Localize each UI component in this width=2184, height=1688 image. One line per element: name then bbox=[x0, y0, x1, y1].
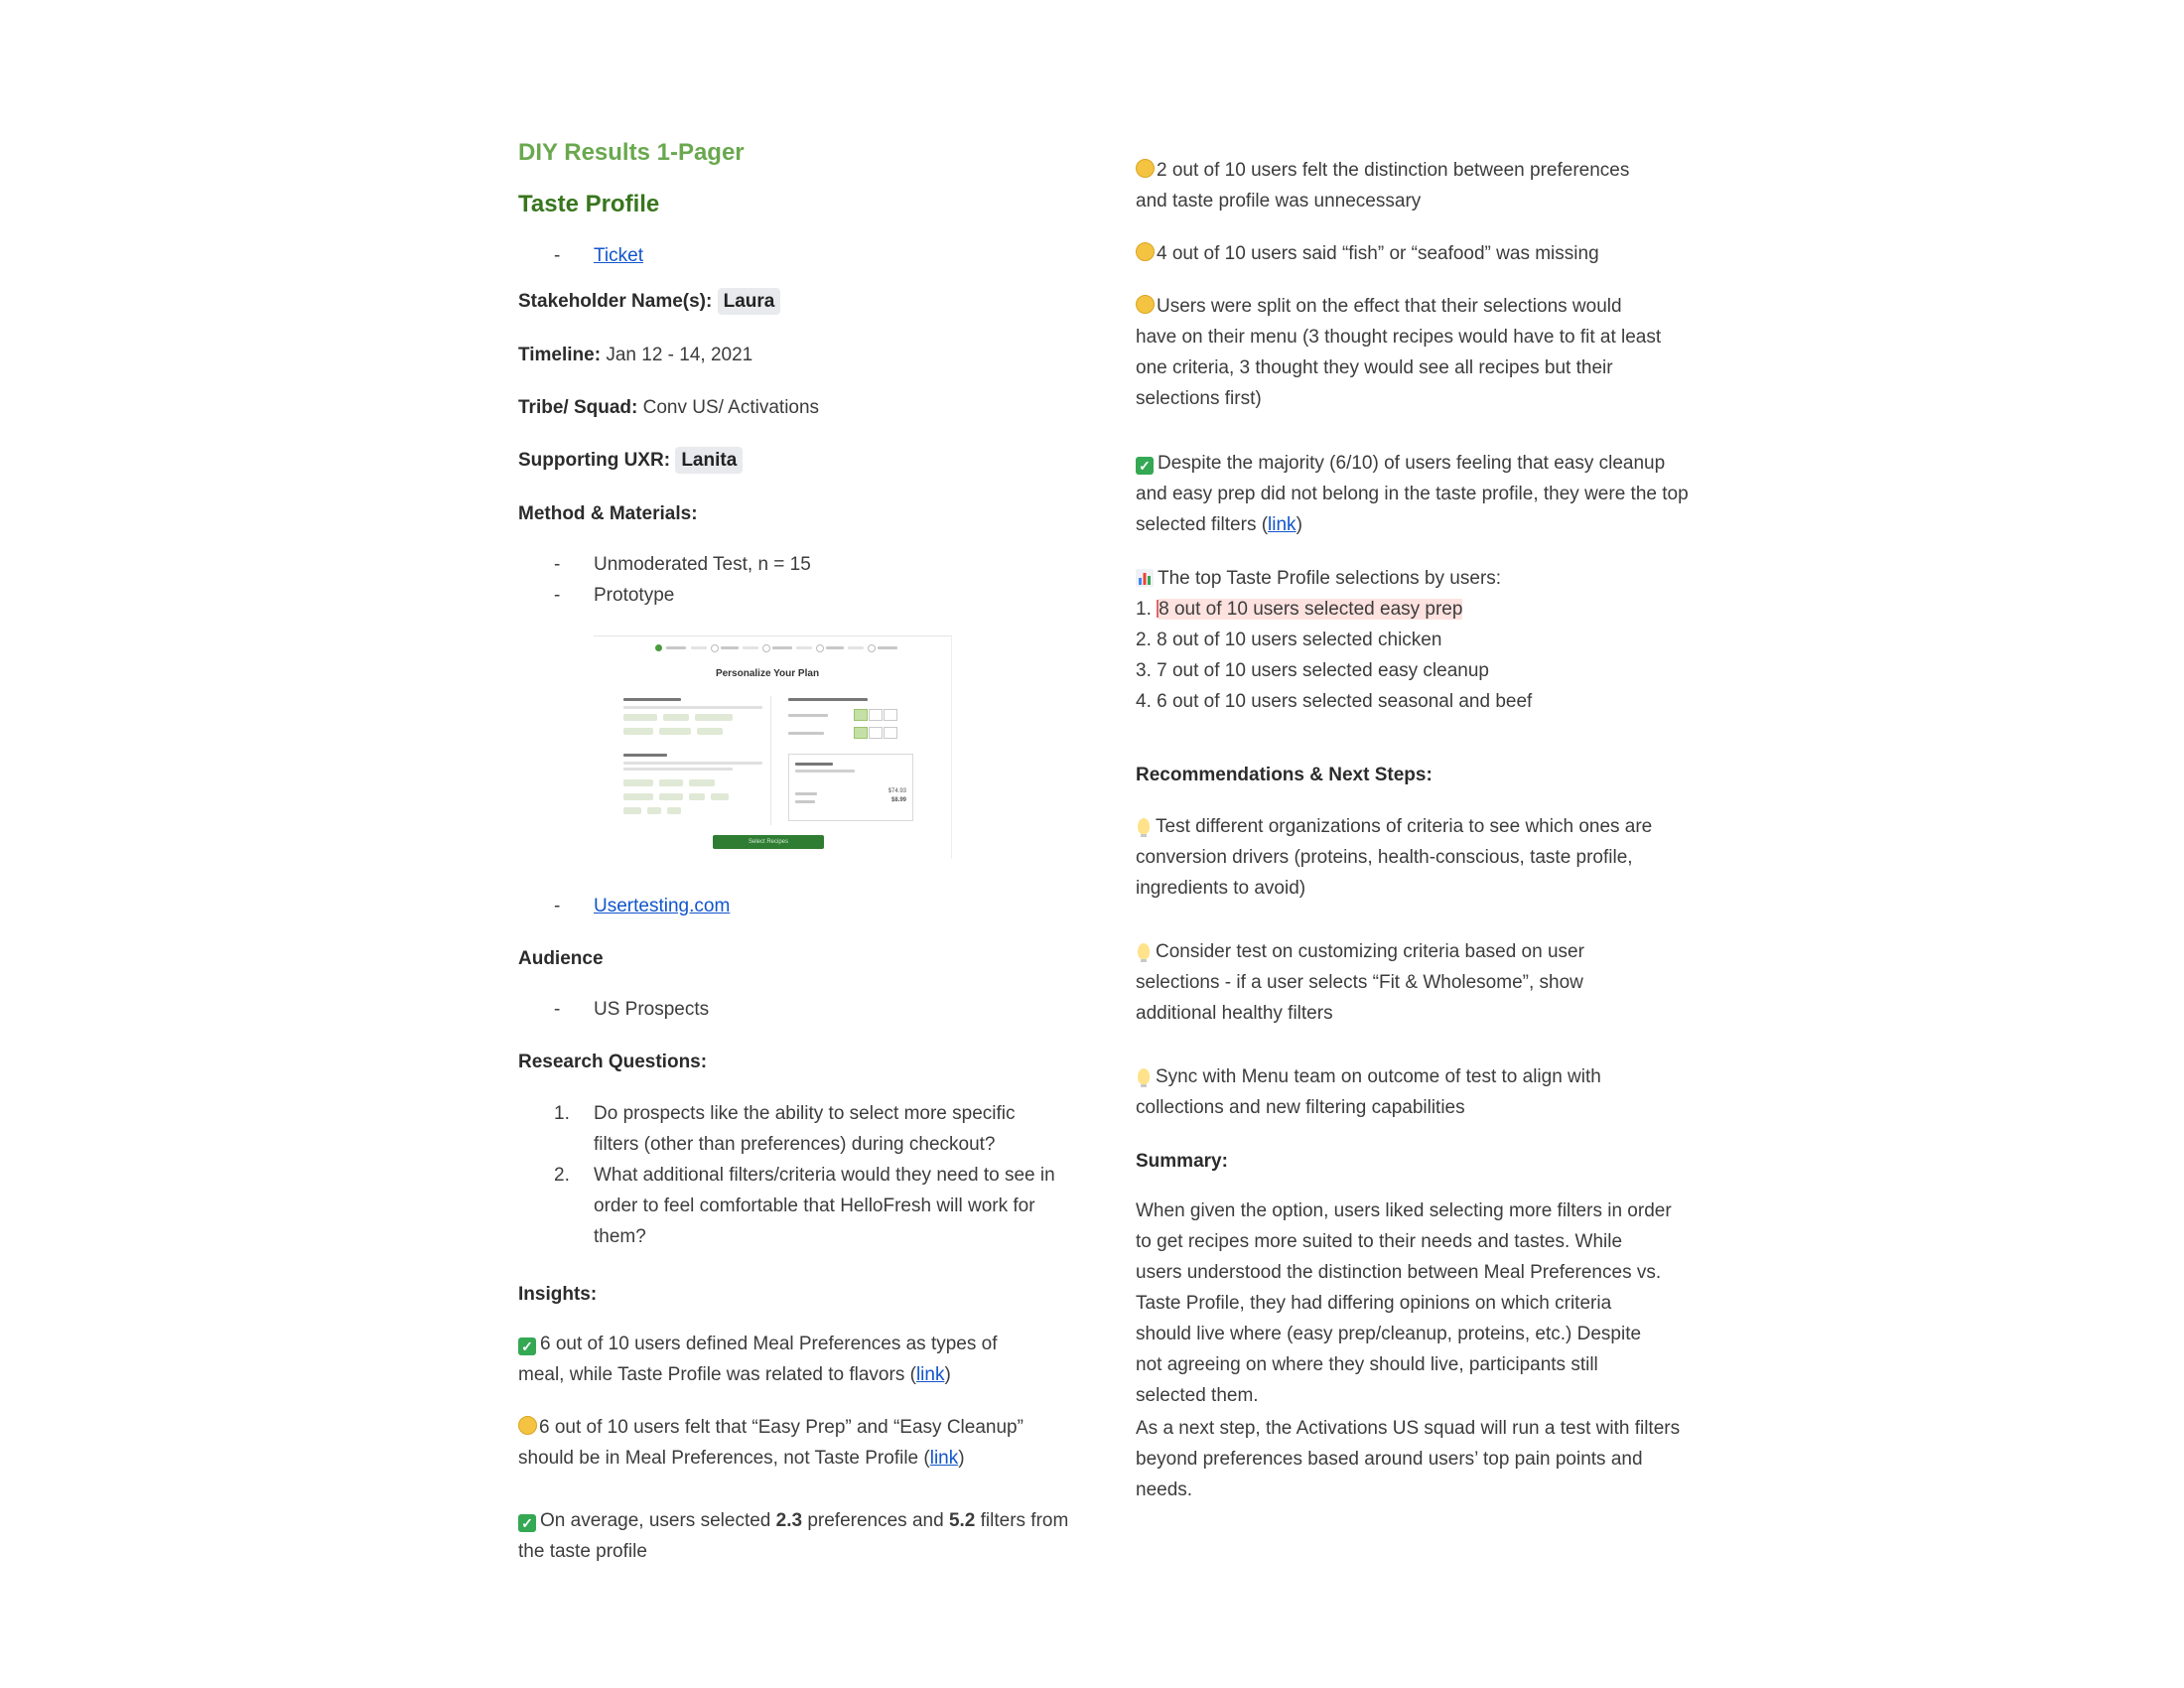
method-text: Unmoderated Test, n = 15 bbox=[594, 554, 811, 575]
research-question bbox=[518, 1160, 1074, 1252]
insight-item bbox=[518, 1505, 1074, 1567]
tribe-value: Conv US/ Activations bbox=[642, 397, 820, 418]
timeline-label: Timeline: bbox=[518, 345, 602, 365]
top-selections-heading-row bbox=[1136, 563, 1501, 594]
tribe-row bbox=[518, 392, 819, 423]
uxr-chip[interactable]: Lanita bbox=[675, 447, 743, 474]
research-question bbox=[518, 1098, 1074, 1160]
top-selection-number: 3. bbox=[1136, 660, 1152, 681]
insight-text-end: ) bbox=[958, 1448, 965, 1469]
insight-text: On average, users selected bbox=[540, 1510, 776, 1531]
question-text: What additional filters/criteria would they need to see in order to feel comfortable that HelloFresh will work for them? bbox=[594, 1165, 1055, 1247]
insight-item bbox=[1136, 238, 1599, 269]
list-dash: - bbox=[554, 585, 561, 606]
insight-item bbox=[1136, 291, 1662, 414]
insight-item bbox=[1136, 155, 1662, 216]
insight-item bbox=[518, 1412, 1044, 1474]
list-dash: - bbox=[554, 999, 561, 1020]
question-text: Do prospects like the ability to select more specific filters (other than preferences) during checkout? bbox=[594, 1103, 1016, 1155]
top-selection-text: 8 out of 10 users selected chicken bbox=[1157, 630, 1442, 650]
recommendation-text: Sync with Menu team on outcome of test to align with collections and new filtering capabilities bbox=[1136, 1066, 1601, 1118]
light-bulb-icon bbox=[1138, 818, 1150, 834]
uxr-row bbox=[518, 445, 743, 476]
uxr-label: Supporting UXR: bbox=[518, 450, 671, 471]
insight-text-end: ) bbox=[1296, 514, 1302, 535]
ticket-list-item bbox=[518, 240, 1074, 271]
question-number: 1. bbox=[554, 1103, 570, 1124]
ticket-link[interactable]: Ticket bbox=[594, 245, 643, 266]
tribe-label: Tribe/ Squad: bbox=[518, 397, 638, 418]
insight-text: Users were split on the effect that their selections would have on their menu (3 thought recipes would have to fit at least one criteria, 3 thought they would see all recipes but their selections first) bbox=[1136, 296, 1662, 409]
audience-item bbox=[518, 994, 1074, 1025]
insight-text: filters from the taste profile bbox=[518, 1510, 1069, 1562]
thinking-face-icon bbox=[1136, 295, 1155, 314]
check-mark-icon: ✓ bbox=[518, 1514, 536, 1532]
method-item bbox=[518, 580, 1074, 611]
usertesting-link[interactable]: Usertesting.com bbox=[594, 896, 731, 916]
usertesting-list-item bbox=[518, 891, 1074, 921]
research-heading: Research Questions: bbox=[518, 1052, 708, 1072]
thinking-face-icon bbox=[1136, 242, 1155, 261]
insight-text: 4 out of 10 users said “fish” or “seafood” was missing bbox=[1157, 243, 1599, 264]
top-selections-heading: The top Taste Profile selections by users: bbox=[1158, 568, 1502, 589]
insight-text-end: ) bbox=[944, 1364, 951, 1385]
price-shipping: $8.99 bbox=[890, 797, 906, 803]
insight-text: Despite the majority (6/10) of users feeling that easy cleanup and easy prep did not belong in the taste profile, they were the top selected filters ( bbox=[1136, 453, 1689, 535]
method-text: Prototype bbox=[594, 585, 675, 606]
check-mark-icon: ✓ bbox=[1136, 457, 1154, 475]
top-selection-number: 2. bbox=[1136, 630, 1152, 650]
top-selection-item bbox=[1136, 594, 1462, 625]
top-selection-number: 1. bbox=[1136, 599, 1152, 620]
insight-item bbox=[518, 1329, 1044, 1390]
light-bulb-icon bbox=[1138, 1068, 1150, 1084]
timeline-row bbox=[518, 340, 752, 370]
insight-link[interactable]: link bbox=[915, 1364, 945, 1385]
question-number: 2. bbox=[554, 1165, 570, 1186]
top-selection-text: 7 out of 10 users selected easy cleanup bbox=[1157, 660, 1489, 681]
top-selection-number: 4. bbox=[1136, 691, 1152, 712]
thinking-face-icon bbox=[518, 1416, 537, 1435]
insight-link[interactable]: link bbox=[929, 1448, 959, 1469]
insight-text: 6 out of 10 users defined Meal Preferences as types of meal, while Taste Profile was related to flavors ( bbox=[518, 1334, 998, 1385]
insight-number: 2.3 bbox=[775, 1510, 803, 1531]
timeline-value: Jan 12 - 14, 2021 bbox=[606, 345, 753, 365]
insight-link[interactable]: link bbox=[1268, 514, 1297, 535]
insight-number: 5.2 bbox=[948, 1510, 976, 1531]
recommendation-text: Test different organizations of criteria to see which ones are conversion drivers (proteins, health-conscious, taste profile, ingredients to avoid) bbox=[1136, 816, 1653, 899]
price-summary-box bbox=[788, 754, 913, 821]
recommendation-text: Consider test on customizing criteria based on user selections - if a user selects “Fit & Wholesome”, show additional healthy filters bbox=[1136, 941, 1584, 1024]
document-title: DIY Results 1-Pager bbox=[518, 139, 745, 166]
prototype-screenshot bbox=[594, 635, 952, 859]
price-total: $74.93 bbox=[887, 788, 906, 794]
list-dash: - bbox=[554, 554, 561, 575]
top-selection-item bbox=[1136, 625, 1441, 655]
top-selection-item bbox=[1136, 686, 1532, 717]
insight-text: 2 out of 10 users felt the distinction between preferences and taste profile was unnecessary bbox=[1136, 160, 1630, 211]
audience-heading: Audience bbox=[518, 948, 604, 969]
top-selection-item bbox=[1136, 655, 1489, 686]
audience-text: US Prospects bbox=[594, 999, 710, 1020]
bar-chart-icon bbox=[1136, 569, 1154, 587]
insight-text: 6 out of 10 users felt that “Easy Prep” and “Easy Cleanup” should be in Meal Preferences, not Taste Profile ( bbox=[518, 1417, 1024, 1469]
top-selection-text: 6 out of 10 users selected seasonal and beef bbox=[1157, 691, 1533, 712]
recommendation-item bbox=[1136, 1061, 1662, 1123]
list-dash: - bbox=[554, 896, 561, 916]
thinking-face-icon bbox=[1136, 159, 1155, 178]
method-heading: Method & Materials: bbox=[518, 503, 698, 524]
summary-next-step: As a next step, the Activations US squad will run a test with filters beyond preferences based around users’ top pain points and needs. bbox=[1136, 1418, 1681, 1500]
summary-paragraph: When given the option, users liked selecting more filters in order to get recipes more suited to their needs and tastes. While users understood the distinction between Meal Preferences vs. Taste Profile, they had differing opinions on which criteria should live where (easy prep/cleanup, proteins, etc.) Despite not agreeing on where they should live, participants still selected them. bbox=[1136, 1200, 1672, 1406]
stakeholder-row bbox=[518, 286, 780, 317]
stakeholder-chip[interactable]: Laura bbox=[718, 288, 781, 315]
insights-heading: Insights: bbox=[518, 1284, 598, 1305]
summary-heading: Summary: bbox=[1136, 1151, 1228, 1172]
insight-item bbox=[1136, 448, 1692, 540]
section-title: Taste Profile bbox=[518, 191, 660, 217]
stakeholder-label: Stakeholder Name(s): bbox=[518, 291, 713, 312]
top-selection-text: 8 out of 10 users selected easy prep bbox=[1159, 599, 1463, 620]
recommendations-heading: Recommendations & Next Steps: bbox=[1136, 765, 1433, 785]
mockup-title: Personalize Your Plan bbox=[715, 668, 820, 679]
recommendation-item bbox=[1136, 811, 1662, 904]
light-bulb-icon bbox=[1138, 943, 1150, 959]
check-mark-icon: ✓ bbox=[518, 1337, 536, 1355]
select-recipes-button[interactable]: Select Recipes bbox=[713, 835, 824, 849]
method-item bbox=[518, 549, 1074, 580]
list-dash: - bbox=[554, 245, 561, 266]
recommendation-item bbox=[1136, 936, 1662, 1029]
insight-text: preferences and bbox=[802, 1510, 949, 1531]
